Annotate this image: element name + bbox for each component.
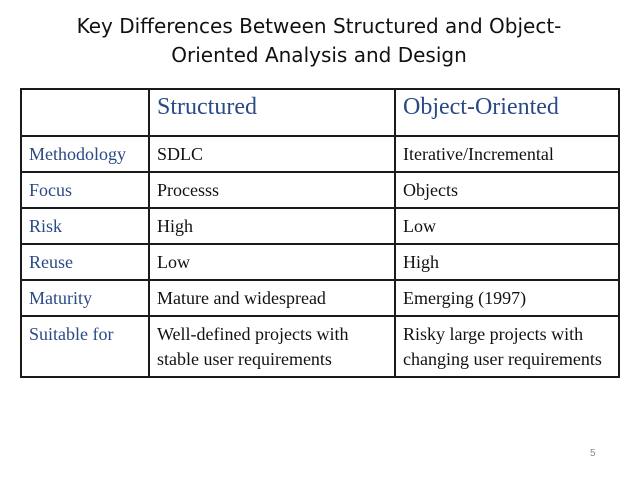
cell-object-oriented: High	[395, 244, 619, 280]
row-label-maturity: Maturity	[21, 280, 149, 316]
cell-structured: Mature and widespread	[149, 280, 395, 316]
page-number: 5	[590, 448, 596, 459]
table-row	[21, 244, 619, 280]
row-label-suitable-for: Suitable for	[21, 316, 149, 377]
cell-structured: Low	[149, 244, 395, 280]
cell-object-oriented: Emerging (1997)	[395, 280, 619, 316]
cell-object-oriented: Low	[395, 208, 619, 244]
slide-title-line-2: Oriented Analysis and Design	[171, 43, 467, 67]
slide-title	[40, 12, 598, 70]
cell-object-oriented: Risky large projects with changing user requirements	[395, 316, 619, 377]
row-label-risk: Risk	[21, 208, 149, 244]
header-cell-object-oriented: Object-Oriented	[395, 89, 619, 136]
table-row	[21, 280, 619, 316]
header-cell-empty	[21, 89, 149, 136]
row-label-reuse: Reuse	[21, 244, 149, 280]
cell-structured: High	[149, 208, 395, 244]
table-row	[21, 136, 619, 172]
comparison-table	[20, 88, 620, 378]
cell-structured: SDLC	[149, 136, 395, 172]
cell-object-oriented: Objects	[395, 172, 619, 208]
slide-title-line-1: Key Differences Between Structured and Object-	[76, 14, 562, 38]
cell-object-oriented: Iterative/Incremental	[395, 136, 619, 172]
header-cell-structured: Structured	[149, 89, 395, 136]
row-label-methodology: Methodology	[21, 136, 149, 172]
table-row	[21, 172, 619, 208]
table-row	[21, 208, 619, 244]
cell-structured: Well-defined projects with stable user requirements	[149, 316, 395, 377]
table-row	[21, 316, 619, 377]
table-header-row	[21, 89, 619, 136]
row-label-focus: Focus	[21, 172, 149, 208]
cell-structured: Processs	[149, 172, 395, 208]
